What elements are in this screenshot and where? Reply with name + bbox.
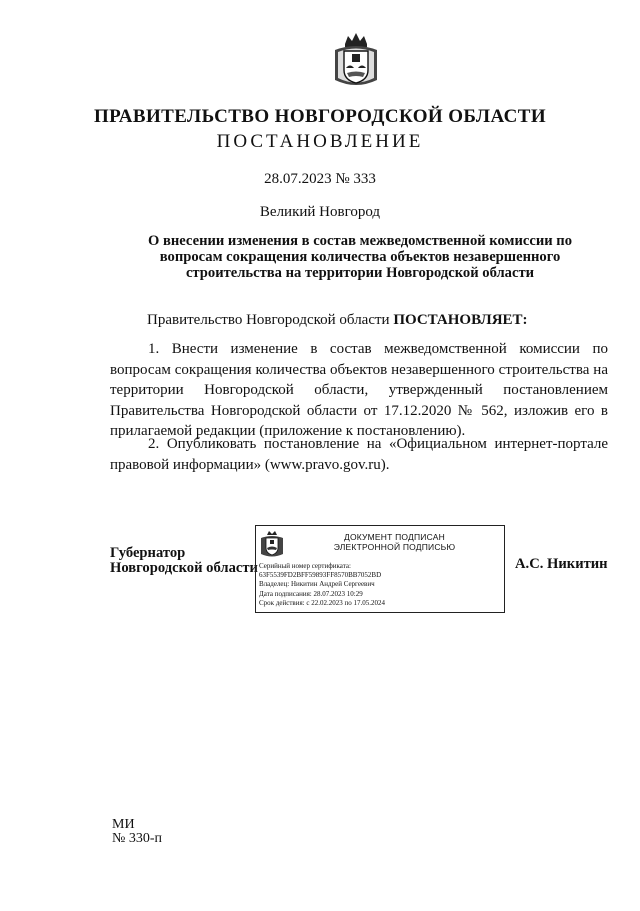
footer [112, 818, 162, 846]
preamble-decree-word: ПОСТАНОВЛЯЕТ: [393, 312, 528, 328]
stamp-serial-label: Серийный номер сертификата: [259, 562, 351, 570]
coat-of-arms-icon [331, 30, 381, 90]
footer-number: № 330-п [112, 831, 163, 846]
stamp-heading-line-1: ДОКУМЕНТ ПОДПИСАН [344, 532, 445, 542]
document-type-heading: ПОСТАНОВЛЕНИЕ [216, 131, 424, 152]
paragraph-1: 1. Внести изменение в состав межведомственной комиссии по вопросам сокращения количества объектов незавершенного строительства на территории Новгородской области, утвержденный постановлением Правительства Новгородской области от 17.12.2020 № 562, изложив его в прилагаемой редакции (приложение к постановлению). [110, 341, 608, 439]
city: Великий Новгород [259, 204, 381, 220]
preamble-text: Правительство Новгородской области [147, 312, 394, 328]
stamp-owner: Владелец: Никитин Андрей Сергеевич [259, 580, 375, 589]
date-number: 28.07.2023 № 333 [264, 171, 376, 187]
stamp-details [259, 562, 385, 608]
stamp-signed-date: Дата подписания: 28.07.2023 10:29 [259, 589, 363, 598]
footer-initials: МИ [112, 817, 135, 832]
organization-heading: ПРАВИТЕЛЬСТВО НОВГОРОДСКОЙ ОБЛАСТИ [94, 106, 546, 127]
paragraph-2: 2. Опубликовать постановление на «Официальном интернет-портале правовой информации» (www.pravo.gov.ru). [110, 436, 608, 473]
stamp-serial: 63F5539FD2BFF59893FF8570BB7052BD [259, 571, 382, 580]
stamp-validity: Срок действия: с 22.02.2023 по 17.05.2024 [259, 598, 385, 607]
electronic-signature-stamp [255, 525, 505, 613]
stamp-heading [292, 532, 497, 552]
signatory-name: А.С. Никитин [515, 556, 608, 572]
stamp-heading-line-2: ЭЛЕКТРОННОЙ ПОДПИСЬЮ [333, 542, 456, 552]
coat-of-arms-icon [259, 529, 285, 559]
document-title: О внесении изменения в состав межведомственной комиссии по вопросам сокращения количества объектов незавершенного строительства на территории Новгородской области [147, 233, 573, 281]
signatory-position-line-2: Новгородской области [110, 560, 258, 576]
preamble [147, 312, 528, 329]
signatory-position [110, 546, 258, 576]
signatory-position-line-1: Губернатор [110, 545, 186, 561]
